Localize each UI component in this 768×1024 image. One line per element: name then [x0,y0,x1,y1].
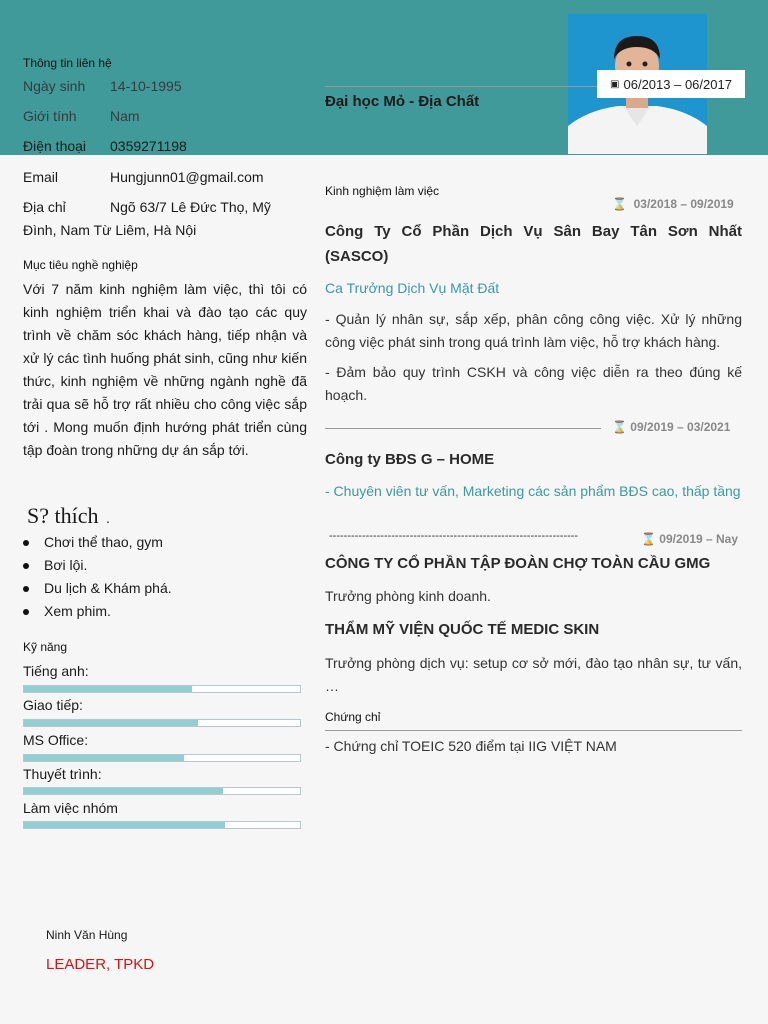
hobby-label: Bơi lội. [44,557,88,573]
job-company: CÔNG TY CỔ PHẦN TẬP ĐOÀN CHỢ TOÀN CẦU GMG [325,555,711,572]
skill-bar [23,685,301,693]
school-name: Đại học Mỏ - Địa Chất [325,93,480,110]
person-position: LEADER, TPKD [46,956,155,973]
skill-bar [23,787,301,795]
hobbies-title: S? thích [27,503,99,528]
skill-bar-fill [24,755,184,761]
hourglass-icon: ⌛ [641,532,656,546]
job-company: THẨM MỸ VIỆN QUỐC TẾ MEDIC SKIN [325,621,600,638]
job-description: - Quản lý nhân sự, sắp xếp, phân công công việc. Xử lý những công việc phát sinh trong quá trình làm việc, hỗ trợ khách hàng. [325,311,742,350]
job-company: Công Ty Cổ Phần Dịch Vụ Sân Bay Tân Sơn Nhất (SASCO) [325,223,742,265]
skill-bar-fill [24,822,225,828]
job-role: - Chuyên viên tư vấn, Marketing các sản phẩm BĐS cao, thấp tầng [325,483,741,499]
skill-label: MS Office: [23,732,89,748]
bullet-icon [23,540,29,546]
hobbies-title-suffix: . [105,510,110,526]
job-description: - Đảm bảo quy trình CSKH và công việc diễn ra theo đúng kế hoạch. [325,364,742,403]
objective-text: Với 7 năm kinh nghiệm làm việc, thì tôi có kinh nghiệm triển khai và đào tạo các quy trình về chăm sóc khách hàng, tiếp nhận và xử lý các tình huống phát sinh, cũng như kiến thức, kinh nghiệm về những ngành nghề đã trải qua sẽ hỗ trợ rất nhiều cho công việc sắp tới . Mong muốn định hướng phát triển cùng tập đoàn trong những dự án sắp tới. [23,281,307,458]
job-date [641,532,738,546]
job-company: Công ty BĐS G – HOME [325,451,495,468]
hourglass-icon: ⌛ [612,420,627,434]
skill-label: Tiếng anh: [23,663,89,679]
education-date: 06/2013 – 06/2017 [623,76,732,92]
birth-value: 14-10-1995 [110,78,182,94]
skill-bar [23,754,301,762]
skill-bar-fill [24,686,192,692]
hobby-item [23,577,172,600]
certificates-divider [325,730,742,731]
skills-title: Kỹ năng [23,640,68,654]
bullet-icon [23,563,29,569]
gender-label: Giới tính [23,108,77,124]
skill-label: Làm việc nhóm [23,800,118,816]
job-dashes: -------------------------------------------------------------------- [329,530,579,542]
email-value[interactable]: Hungjunn01@gmail.com [110,169,264,185]
bullet-icon [23,609,29,615]
education-date-box [597,70,745,98]
gender-value: Nam [110,108,140,124]
job-date [612,197,734,211]
education-divider [325,86,597,87]
hobby-item [23,600,172,623]
hobby-label: Du lịch & Khám phá. [44,580,172,596]
hobby-label: Xem phim. [44,603,111,619]
address-value-line1: Ngõ 63/7 Lê Đức Thọ, Mỹ [110,199,271,215]
hobbies-list [23,531,172,623]
job-date-text: 09/2019 – Nay [659,532,739,546]
skill-bar-fill [24,720,198,726]
job-role: Trưởng phòng kinh doanh. [325,588,491,604]
job-date [612,420,730,434]
certificate-item: - Chứng chỉ TOEIC 520 điểm tại IIG VIỆT NAM [325,738,617,754]
hourglass-icon: ⌛ [612,197,627,211]
job-date-text: 09/2019 – 03/2021 [630,420,731,434]
experience-title: Kinh nghiệm làm việc [325,184,440,198]
address-label: Địa chỉ [23,199,66,215]
phone-row [23,138,187,154]
skill-label: Thuyết trình: [23,766,102,782]
job-role: Trưởng phòng dịch vụ: setup cơ sở mới, đào tạo nhân sự, tư vấn, … [325,655,742,694]
objective-title: Mục tiêu nghề nghiệp [23,258,138,272]
hobby-item [23,531,172,554]
job-divider [325,428,601,429]
email-label: Email [23,169,59,185]
skill-bar [23,719,301,727]
skill-label: Giao tiếp: [23,697,83,713]
address-row [23,199,271,215]
email-row [23,169,264,185]
phone-label: Điện thoại [23,138,87,154]
hobby-label: Chơi thể thao, gym [44,534,163,550]
contact-title: Thông tin liên hệ [23,56,112,70]
hobbies-heading [27,503,110,529]
gender-row [23,108,140,124]
calendar-icon: ▣ [610,78,620,90]
certificates-title: Chứng chỉ [325,710,381,724]
job-date-text: 03/2018 – 09/2019 [633,197,734,211]
hobby-item [23,554,172,577]
phone-value: 0359271198 [110,138,187,154]
skill-bar [23,821,301,829]
bullet-icon [23,586,29,592]
job-role: Ca Trưởng Dịch Vụ Mặt Đất [325,280,500,296]
person-name: Ninh Văn Hùng [46,928,128,942]
address-value-line2: Đình, Nam Từ Liêm, Hà Nội [23,222,197,238]
birth-row [23,78,182,94]
birth-label: Ngày sinh [23,78,86,94]
skill-bar-fill [24,788,223,794]
